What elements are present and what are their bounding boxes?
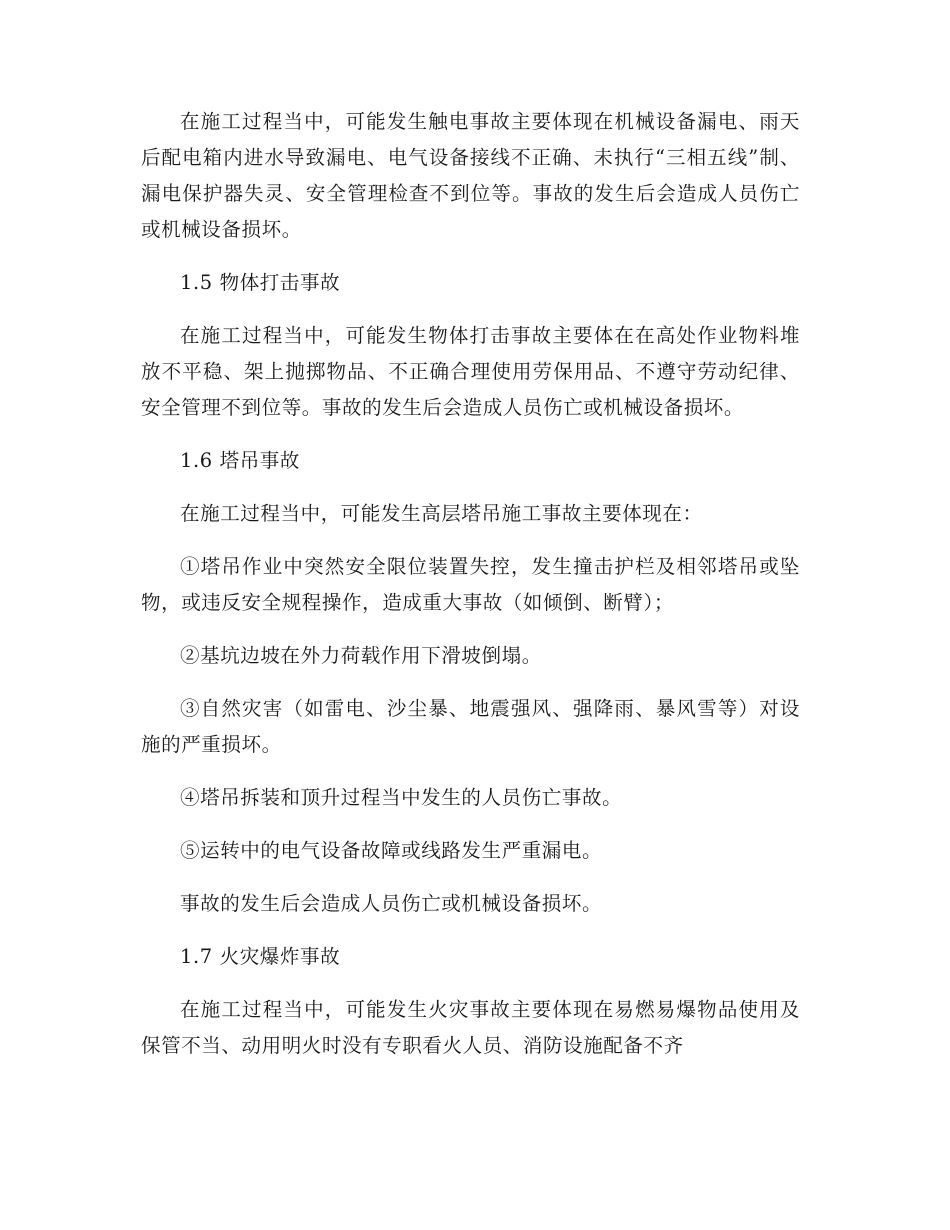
list-item-5: ⑤运转中的电气设备故障或线路发生严重漏电。 — [180, 839, 603, 862]
list-item-3: ③自然灾害（如雷电、沙尘暴、地震强风、强降雨、暴风雪等）对设施的严重损坏。 — [141, 697, 800, 756]
list-item-1: ①塔吊作业中突然安全限位装置失控，发生撞击护栏及相邻塔吊或坠物，或违反安全规程操作，造成重大事故（如倾倒、断臂）； — [141, 555, 800, 614]
list-item-2: ②基坑边坡在外力荷载作用下滑坡倒塌。 — [180, 644, 542, 667]
section-heading-1-7: 1.7 火灾爆炸事故 — [180, 945, 341, 968]
section-heading-1-6: 1.6 塔吊事故 — [180, 449, 301, 472]
paragraph-electric-shock: 在施工过程当中，可能发生触电事故主要体现在机械设备漏电、雨天后配电箱内进水导致漏电、电气设备接线不正确、未执行“三相五线”制、漏电保护器失灵、安全管理检查不到位等。事故的发生后会造成人员伤亡或机械设备损坏。 — [141, 110, 800, 241]
paragraph-tower-crane-consequence: 事故的发生后会造成人员伤亡或机械设备损坏。 — [180, 892, 603, 915]
paragraph-fire-explosion: 在施工过程当中，可能发生火灾事故主要体现在易燃易爆物品使用及保管不当、动用明火时没有专职看火人员、消防设施配备不齐 — [141, 998, 800, 1057]
list-item-4: ④塔吊拆装和顶升过程当中发生的人员伤亡事故。 — [180, 786, 623, 809]
section-heading-1-5: 1.5 物体打击事故 — [180, 271, 341, 294]
paragraph-tower-crane-intro: 在施工过程当中，可能发生高层塔吊施工事故主要体现在： — [180, 502, 703, 525]
paragraph-object-strike: 在施工过程当中，可能发生物体打击事故主要体在在高处作业物料堆放不平稳、架上抛掷物品、不正确合理使用劳保用品、不遵守劳动纪律、安全管理不到位等。事故的发生后会造成人员伤亡或机械设备损坏。 — [141, 324, 800, 419]
